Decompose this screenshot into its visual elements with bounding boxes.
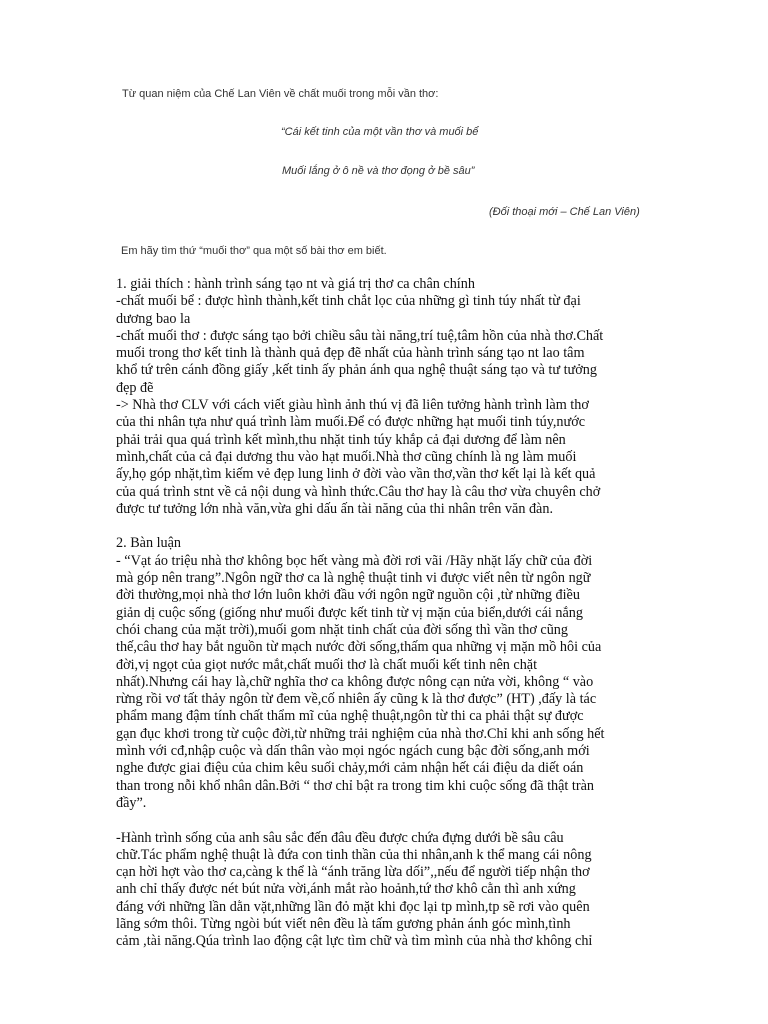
body-line: 1. giải thích : hành trình sáng tạo nt và giá trị thơ ca chân chính <box>116 276 475 292</box>
body-line: phẩm mang đậm tính chất thẩm mĩ của nghệ thuật,ngôn từ thi ca phải thật sự được <box>116 708 584 725</box>
body-line: giản dị cuộc sống (giống như muối được kết tinh từ vị mặn của biển,dưới cái nắng <box>116 604 583 621</box>
quote-line-2: Muối lắng ở ô nề và thơ đọng ở bề sâu” <box>282 165 475 177</box>
body-line: dương bao la <box>116 310 191 327</box>
quote-line-1: “Cái kết tinh của một vần thơ và muối bể <box>281 126 479 138</box>
body-line: mình với cđ,nhập cuộc và dấn thân vào mọi ngóc ngách cung bậc đời sống,anh mới <box>116 743 590 760</box>
body-line: -> Nhà thơ CLV với cách viết giàu hình ảnh thú vị đã liên tưởng hành trình làm thơ <box>116 397 589 414</box>
body-line: anh chỉ thấy được nét bút nửa vời,ánh mắt rào hoảnh,tứ thơ khô cằn thì anh xứng <box>116 881 576 898</box>
body-line: - “Vạt áo triệu nhà thơ không bọc hết vàng mà đời rơi vãi /Hãy nhặt lấy chữ của đời <box>116 552 593 569</box>
body-line: rừng rồi vơ tất thảy ngôn từ đem về,cố nhiên ấy cũng k là thơ được” (HT) ,đấy là tác <box>116 691 597 708</box>
body-line: phải trải qua quá trình kết mình,thu nhặt tinh túy khắp cả đại dương để làm nên <box>116 431 566 448</box>
body-line: muối trong thơ kết tinh là thành quả đẹp đẽ nhất của hành trình sáng tạo nt lao tâm <box>116 345 585 362</box>
body-line: cảm ,tài năng.Qúa trình lao động cật lực tìm chữ và tìm mình của nhà thơ không chỉ <box>116 933 593 950</box>
attribution: (Đối thoại mới – Chế Lan Viên) <box>489 206 640 218</box>
body-line: than trong nỗi khổ nhân dân.Bởi “ thơ chỉ bật ra trong tim khi cuộc sống đã thật tràn <box>116 777 594 794</box>
body-line: đẹp đẽ <box>116 379 154 396</box>
body-line: gạn đục khơi trong từ cuộc đời,từ những trải nghiệm của nhà thơ.Chỉ khi anh sống hết <box>116 725 605 742</box>
body-line: -chất muối bể : được hình thành,kết tinh chắt lọc của những gì tinh túy nhất từ đại <box>116 293 581 310</box>
intro-text: Từ quan niệm của Chế Lan Viên về chất muối trong mỗi vần thơ: <box>122 88 439 100</box>
paragraph-gap <box>116 812 656 829</box>
body-line: được tư tưởng lớn nhà văn,vừa ghi dấu ấn tài năng của thi nhân trên văn đàn. <box>116 500 553 517</box>
body-line: đáng với những lần dằn vặt,những lần đỏ mặt khi đọc lại tp mình,tp sẽ rơi vào quên <box>116 898 590 915</box>
body-line: đầy”. <box>116 794 147 811</box>
body-line: lãng sớm thôi. Từng ngòi bút viết nên đều là tấm gương phản ánh góc mình,tình <box>116 915 571 932</box>
body-line: nhất).Nhưng cái hay là,chữ nghĩa thơ ca không được nông cạn nửa vời, không “ vào <box>116 673 594 690</box>
body-line: -chất muối thơ : được sáng tạo bởi chiều sâu tài năng,trí tuệ,tâm hồn của nhà thơ.Chất <box>116 327 604 344</box>
prompt-text: Em hãy tìm thứ “muối thơ” qua một số bài thơ em biết. <box>121 245 387 257</box>
paragraph-gap <box>116 518 656 535</box>
body-line: đời thường,mọi nhà thơ lớn luôn khởi đầu với ngôn ngữ nguồn cội ,từ những điều <box>116 587 580 604</box>
body-line: nghe được giai điệu của chim kêu suối chảy,mới cảm nhận hết cái điệu da diết oán <box>116 760 584 777</box>
body-line: khổ tứ trên cánh đồng giấy ,kết tinh ấy phản ánh qua nghệ thuật sáng tạo và tư tưởng <box>116 362 597 379</box>
essay-body <box>116 276 656 951</box>
body-line: của quá trình stnt về cả nội dung và hình thức.Câu thơ hay là câu thơ vừa chuyên chở <box>116 483 601 500</box>
body-line: của thi nhân tựa như quá trình làm muối.Để có được những hạt muối tinh túy,nước <box>116 414 586 431</box>
body-line: chữ.Tác phẩm nghệ thuật là đứa con tinh thần của thi nhân,anh k thể mang cái nông <box>116 846 592 863</box>
body-line: mình,chất của cả đại dương thu vào hạt muối.Nhà thơ cũng chính là ng làm muối <box>116 448 577 465</box>
body-line: đời,vị ngọt của giọt nước mắt,chất muối thơ là chất muối kết tinh nên chặt <box>116 656 538 673</box>
body-line: cạn hời hợt vào thơ ca,càng k thể là “ánh trăng lừa dối”,,nếu để người tiếp nhận thơ <box>116 864 590 881</box>
body-line: 2. Bàn luận <box>116 535 182 552</box>
body-line: ấy,họ góp nhặt,tìm kiếm vẻ đẹp lung linh ở đời vào vần thơ,vần thơ kết lại là kết quả <box>116 466 596 483</box>
body-line: mà góp nên trang”.Ngôn ngữ thơ ca là nghệ thuật tinh vi được viết nên từ ngôn ngữ <box>116 570 591 587</box>
body-line: thế,câu thơ hay bắt nguồn từ mạch nước đời sống,thấm qua những vị mặn mồ hôi của <box>116 639 602 656</box>
body-line: -Hành trình sống của anh sâu sắc đến đâu đều được chứa đựng dưới bề sâu câu <box>116 829 564 846</box>
body-line: chói chang của mặt trời),muối gom nhặt tinh chất của đời sống thì vần thơ cũng <box>116 621 568 638</box>
